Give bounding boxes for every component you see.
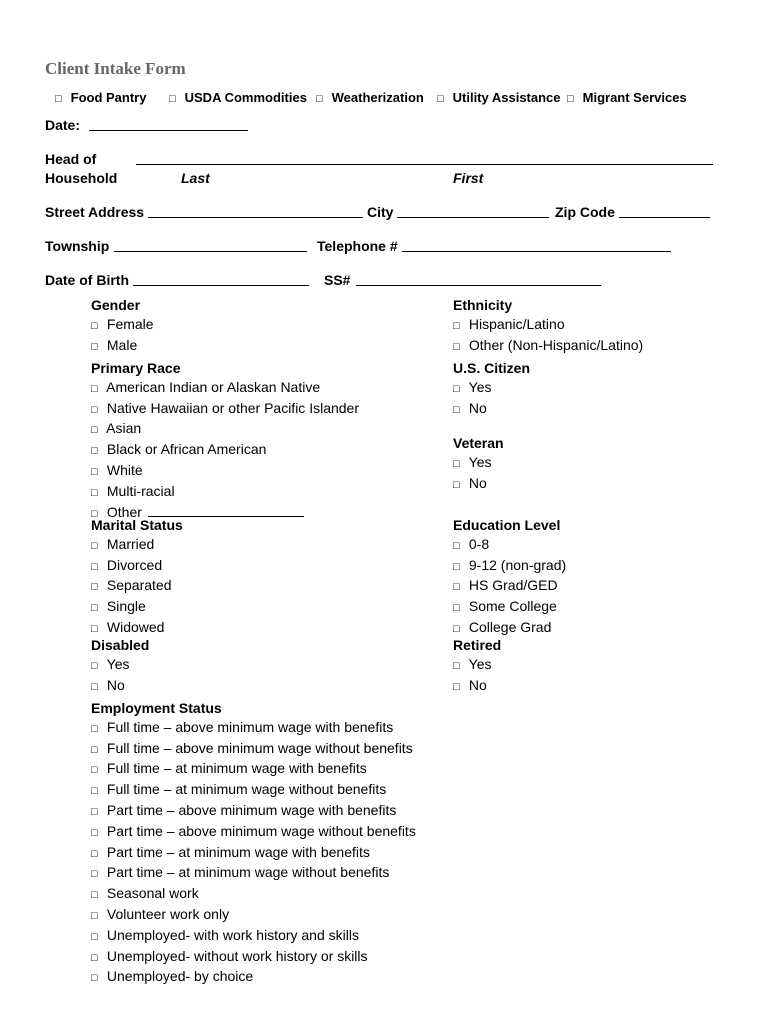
option-label: Part time – above minimum wage with benefits [106, 801, 397, 818]
checkbox-option[interactable] [91, 739, 416, 760]
telephone-label: Telephone # [317, 238, 398, 254]
last-name-label: Last [181, 170, 210, 186]
street-address-label: Street Address [45, 204, 145, 220]
checkbox-icon: □ [91, 930, 98, 943]
option-label: Black or African American [106, 441, 267, 458]
option-label: Volunteer work only [106, 905, 230, 922]
checkbox-icon: □ [91, 722, 98, 735]
checkbox-icon: □ [91, 785, 98, 798]
checkbox-icon: □ [453, 602, 460, 615]
checkbox-icon: □ [91, 340, 98, 353]
section-title: Education Level [453, 517, 561, 533]
checkbox-icon: □ [91, 465, 98, 478]
option-label: Asian [106, 420, 142, 437]
option-label: Widowed [106, 618, 165, 635]
option-label: Yes [468, 378, 492, 395]
checkbox-icon: □ [91, 659, 98, 672]
checkbox-icon: □ [91, 382, 98, 395]
ethnicity-section [453, 296, 643, 356]
checkbox-option[interactable] [453, 576, 566, 597]
option-label: Full time – at minimum wage with benefits [106, 760, 367, 777]
checkbox-icon: □ [453, 457, 460, 470]
checkbox-option[interactable] [453, 535, 566, 556]
city-label: City [367, 204, 394, 220]
option-label: Female [106, 315, 154, 332]
option-label: 0-8 [468, 535, 490, 552]
option-label: Married [106, 535, 155, 552]
zip-code-field[interactable] [619, 217, 710, 218]
checkbox-option[interactable] [91, 863, 416, 884]
option-label: Other (Non-Hispanic/Latino) [468, 336, 644, 353]
option-label: Multi-racial [106, 482, 175, 499]
form-title: Client Intake Form [45, 59, 186, 78]
checkbox-option[interactable] [91, 655, 149, 676]
checkbox-icon: □ [91, 622, 98, 635]
first-name-label: First [453, 170, 484, 186]
checkbox-icon: □ [453, 539, 460, 552]
checkbox-option[interactable] [453, 655, 501, 676]
household-name-field[interactable] [136, 164, 713, 165]
checkbox-icon: □ [91, 764, 98, 777]
checkbox-option[interactable] [91, 801, 416, 822]
option-label: Single [106, 598, 146, 615]
checkbox-option[interactable] [91, 461, 359, 482]
service-migrant-services[interactable] [567, 90, 687, 105]
option-label: Divorced [106, 556, 163, 573]
checkbox-option[interactable] [91, 947, 416, 968]
gender-section [91, 296, 154, 356]
option-label: Yes [468, 453, 492, 470]
checkbox-option[interactable] [91, 378, 359, 399]
checkbox-option[interactable] [91, 399, 359, 420]
checkbox-option[interactable] [91, 556, 183, 577]
section-title: Veteran [453, 435, 504, 451]
checkbox-icon: □ [91, 889, 98, 902]
date-field[interactable] [89, 130, 248, 131]
checkbox-icon: □ [453, 560, 460, 573]
service-weatherization[interactable] [316, 90, 424, 105]
checkbox-option[interactable] [91, 597, 183, 618]
option-label: Unemployed- with work history and skills [106, 926, 359, 943]
checkbox-icon: □ [91, 868, 98, 881]
option-label: No [106, 676, 125, 693]
household-label: Household [45, 170, 118, 186]
checkbox-option[interactable] [453, 597, 566, 618]
service-food-pantry[interactable] [55, 90, 146, 105]
checkbox-icon: □ [316, 93, 323, 105]
checkbox-option[interactable] [91, 967, 416, 988]
zip-code-label: Zip Code [555, 204, 615, 220]
checkbox-option[interactable] [453, 556, 566, 577]
checkbox-option[interactable] [91, 884, 416, 905]
checkbox-option[interactable] [453, 378, 530, 399]
checkbox-icon: □ [453, 319, 460, 332]
us-citizen-section [453, 359, 530, 419]
checkbox-icon: □ [91, 602, 98, 615]
section-title: Employment Status [91, 700, 222, 716]
option-label: Full time – above minimum wage without benefits [106, 739, 413, 756]
checkbox-option[interactable] [453, 399, 530, 420]
checkbox-icon: □ [453, 403, 460, 416]
option-label: Hispanic/Latino [468, 315, 565, 332]
checkbox-option[interactable] [453, 676, 501, 697]
checkbox-icon: □ [91, 403, 98, 416]
checkbox-icon: □ [91, 805, 98, 818]
checkbox-option[interactable] [91, 780, 416, 801]
checkbox-icon: □ [91, 972, 98, 985]
checkbox-option[interactable] [91, 336, 154, 357]
other-race-field[interactable] [148, 504, 304, 517]
service-label: Utility Assistance [452, 90, 561, 105]
option-label: College Grad [468, 618, 552, 635]
checkbox-icon: □ [91, 445, 98, 458]
option-label: HS Grad/GED [468, 577, 558, 594]
option-label: Unemployed- without work history or skills [106, 947, 368, 964]
service-label: USDA Commodities [184, 90, 307, 105]
township-field[interactable] [114, 251, 307, 252]
checkbox-option[interactable] [91, 419, 359, 440]
section-title: Disabled [91, 637, 150, 653]
checkbox-option[interactable] [91, 482, 359, 503]
township-label: Township [45, 238, 110, 254]
veteran-section [453, 434, 504, 494]
checkbox-icon: □ [91, 680, 98, 693]
section-title: U.S. Citizen [453, 360, 531, 376]
checkbox-icon: □ [453, 382, 460, 395]
option-label: Full time – above minimum wage with benefits [106, 718, 394, 735]
checkbox-option[interactable] [91, 535, 183, 556]
checkbox-option[interactable] [453, 453, 504, 474]
service-label: Food Pantry [70, 90, 147, 105]
option-label: No [468, 474, 487, 491]
city-field[interactable] [397, 217, 549, 218]
checkbox-option[interactable] [91, 843, 416, 864]
ss-label: SS# [324, 272, 351, 288]
checkbox-icon: □ [55, 93, 62, 105]
service-label: Weatherization [331, 90, 424, 105]
checkbox-icon: □ [169, 93, 176, 105]
checkbox-icon: □ [91, 581, 98, 594]
option-label: Male [106, 336, 138, 353]
checkbox-icon: □ [91, 539, 98, 552]
ss-field[interactable] [356, 285, 601, 286]
option-label: Separated [106, 577, 172, 594]
checkbox-option[interactable] [91, 676, 149, 697]
option-label: No [468, 399, 487, 416]
date-label: Date: [45, 117, 81, 133]
option-label: Part time – at minimum wage with benefits [106, 843, 370, 860]
checkbox-icon: □ [453, 581, 460, 594]
checkbox-option[interactable] [91, 576, 183, 597]
checkbox-icon: □ [91, 951, 98, 964]
checkbox-icon: □ [453, 659, 460, 672]
checkbox-option[interactable] [91, 926, 416, 947]
checkbox-icon: □ [453, 680, 460, 693]
checkbox-icon: □ [91, 560, 98, 573]
date-of-birth-label: Date of Birth [45, 272, 129, 288]
head-of-label: Head of [45, 151, 97, 167]
section-title: Primary Race [91, 360, 181, 376]
option-label: White [106, 461, 143, 478]
disabled-section [91, 636, 149, 696]
checkbox-option[interactable] [453, 474, 504, 495]
checkbox-icon: □ [91, 424, 98, 437]
checkbox-option[interactable] [91, 718, 416, 739]
option-label: Yes [468, 655, 492, 672]
section-title: Retired [453, 637, 502, 653]
checkbox-icon: □ [453, 478, 460, 491]
telephone-field[interactable] [402, 251, 671, 252]
checkbox-icon: □ [437, 93, 444, 105]
checkbox-icon: □ [567, 93, 574, 105]
retired-section [453, 636, 501, 696]
marital-status-section [91, 516, 183, 639]
checkbox-option[interactable] [91, 315, 154, 336]
section-title: Marital Status [91, 517, 183, 533]
employment-status-section [91, 699, 416, 988]
option-label: Part time – above minimum wage without benefits [106, 822, 416, 839]
primary-race-section [91, 359, 359, 523]
option-label: American Indian or Alaskan Native [106, 378, 321, 395]
checkbox-icon: □ [91, 743, 98, 756]
service-utility-assistance[interactable] [437, 90, 561, 105]
education-level-section [453, 516, 566, 639]
option-label: Native Hawaiian or other Pacific Islander [106, 399, 360, 416]
option-label: 9-12 (non-grad) [468, 556, 567, 573]
checkbox-icon: □ [453, 622, 460, 635]
checkbox-icon: □ [91, 909, 98, 922]
section-title: Ethnicity [453, 297, 513, 313]
option-label: Yes [106, 655, 130, 672]
checkbox-icon: □ [91, 826, 98, 839]
checkbox-icon: □ [91, 319, 98, 332]
service-usda-commodities[interactable] [169, 90, 307, 105]
checkbox-icon: □ [91, 486, 98, 499]
checkbox-icon: □ [91, 507, 98, 520]
street-address-field[interactable] [148, 217, 363, 218]
section-title: Gender [91, 297, 141, 313]
option-label: No [468, 676, 487, 693]
option-label: Other [106, 503, 142, 520]
date-of-birth-field[interactable] [133, 285, 309, 286]
checkbox-option[interactable] [91, 905, 416, 926]
checkbox-icon: □ [453, 340, 460, 353]
checkbox-option[interactable] [91, 822, 416, 843]
checkbox-option[interactable] [91, 440, 359, 461]
option-label: Some College [468, 598, 557, 615]
checkbox-icon: □ [91, 847, 98, 860]
option-label: Full time – at minimum wage without benefits [106, 781, 387, 798]
checkbox-option[interactable] [453, 315, 643, 336]
checkbox-option[interactable] [453, 336, 643, 357]
option-label: Seasonal work [106, 885, 199, 902]
checkbox-option[interactable] [91, 759, 416, 780]
service-label: Migrant Services [582, 90, 687, 105]
option-label: Part time – at minimum wage without benefits [106, 864, 390, 881]
option-label: Unemployed- by choice [106, 968, 254, 985]
